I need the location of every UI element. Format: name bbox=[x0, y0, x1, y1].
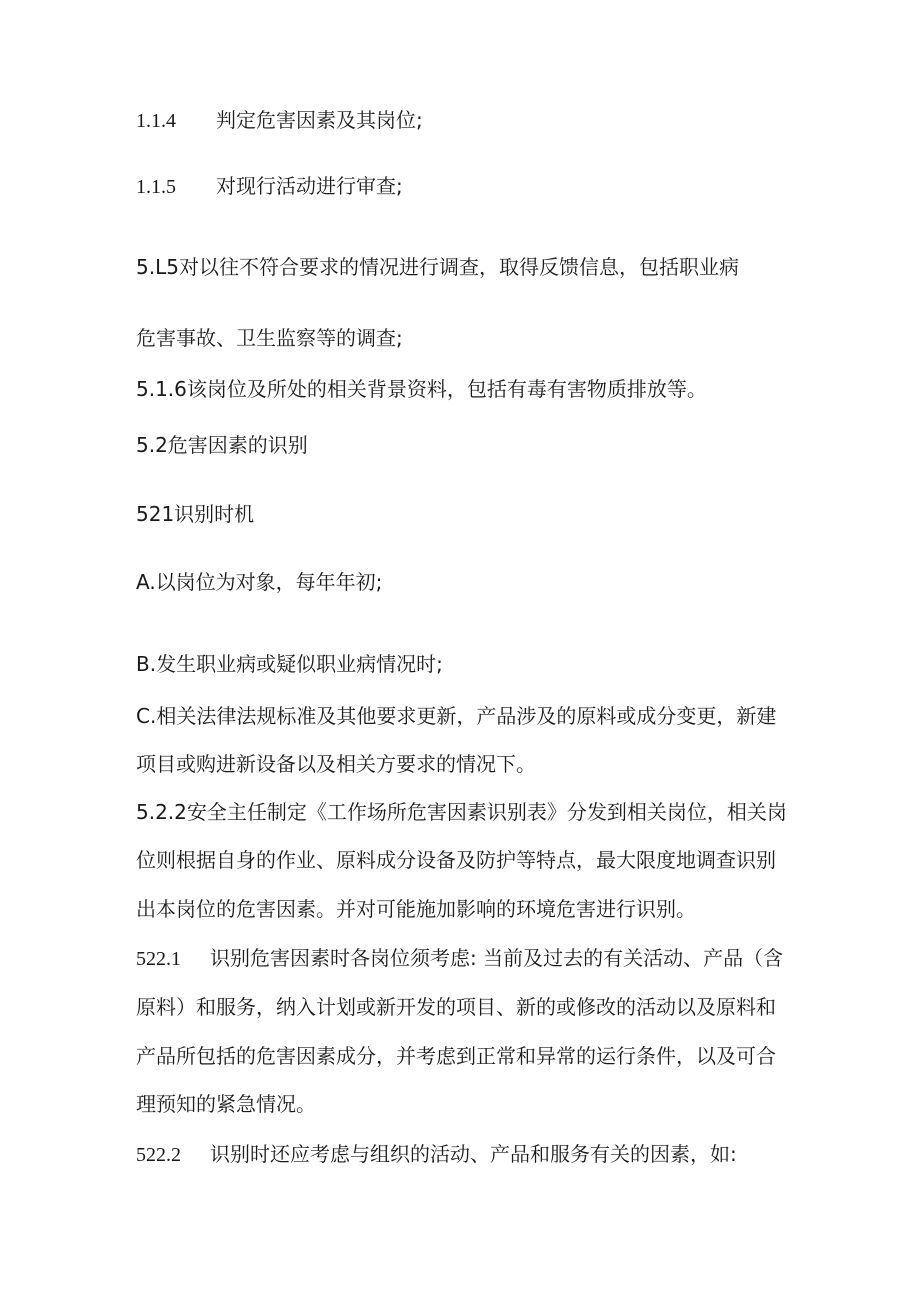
clause-number: 1.1.5 bbox=[136, 176, 176, 198]
clause-text: 识别时还应考虑与组织的活动、产品和服务有关的因素，如: bbox=[210, 1142, 737, 1166]
paragraph-line: 危害事故、卫生监察等的调查; bbox=[136, 326, 403, 350]
section-heading: 5.2危害因素的识别 bbox=[136, 433, 308, 457]
paragraph-line: 5.2.2安全主任制定《工作场所危害因素识别表》分发到相关岗位，相关岗 bbox=[136, 800, 787, 824]
clause-522-2 bbox=[136, 1140, 737, 1169]
paragraph-line: 位则根据自身的作业、原料成分设备及防护等特点，最大限度地调查识别 bbox=[136, 848, 776, 872]
clause-text: 判定危害因素及其岗位; bbox=[216, 108, 423, 132]
clause-text: 对现行活动进行审查; bbox=[216, 174, 403, 198]
subsection-heading: 521识别时机 bbox=[136, 502, 255, 526]
paragraph-line: 项目或购进新设备以及相关方要求的情况下。 bbox=[136, 752, 536, 776]
clause-1-1-4 bbox=[136, 106, 423, 135]
clause-number: 1.1.4 bbox=[136, 110, 176, 132]
clause-1-1-5 bbox=[136, 172, 403, 201]
paragraph-line: 5.L5对以往不符合要求的情况进行调查，取得反馈信息，包括职业病 bbox=[136, 255, 739, 279]
clause-522-1 bbox=[136, 944, 783, 973]
clause-number: 522.2 bbox=[136, 1144, 181, 1166]
paragraph-line: 理预知的紧急情况。 bbox=[136, 1092, 316, 1116]
clause-text: 识别危害因素时各岗位须考虑: 当前及过去的有关活动、产品（含 bbox=[210, 946, 784, 970]
paragraph-line: 5.1.6该岗位及所处的相关背景资料，包括有毒有害物质排放等。 bbox=[136, 377, 707, 401]
list-item: C.相关法律法规标准及其他要求更新，产品涉及的原料或成分变更，新建 bbox=[136, 704, 777, 728]
clause-number: 522.1 bbox=[136, 948, 181, 970]
paragraph-line: 原料）和服务，纳入计划或新开发的项目、新的或修改的活动以及原料和 bbox=[136, 995, 776, 1019]
paragraph-line: 产品所包括的危害因素成分，并考虑到正常和异常的运行条件，以及可合 bbox=[136, 1044, 776, 1068]
list-item: A.以岗位为对象，每年年初; bbox=[136, 570, 383, 594]
paragraph-line: 出本岗位的危害因素。并对可能施加影响的环境危害进行识别。 bbox=[136, 897, 696, 921]
list-item: B.发生职业病或疑似职业病情况时; bbox=[136, 652, 443, 676]
